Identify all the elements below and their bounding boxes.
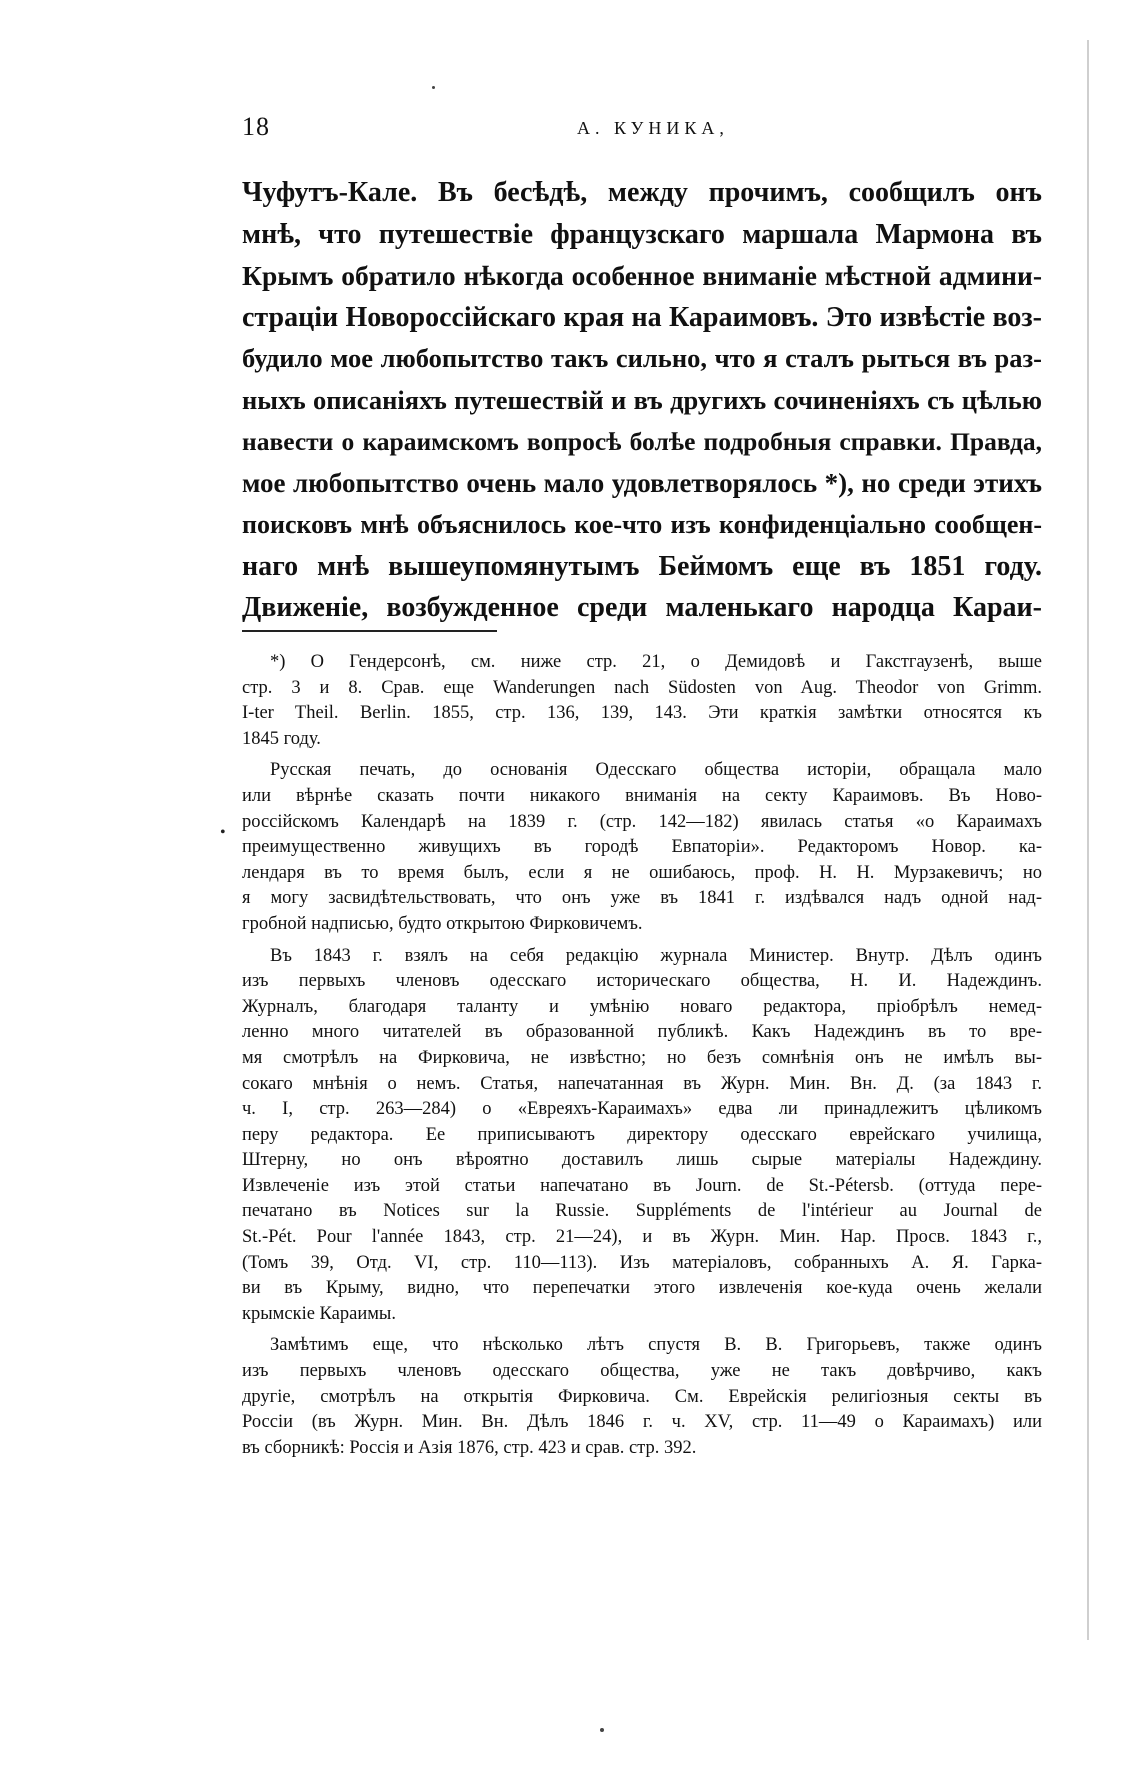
footnote-line: другіе, смотрѣлъ на открытія Фирковича. См. Еврейскія религіозныя секты въ [242, 1386, 1042, 1407]
page-speck-bottom [600, 1728, 604, 1732]
footnote-paragraph [242, 758, 1042, 937]
running-head: А. КУНИКА, [577, 118, 729, 138]
main-text-line: мое любопытство очень мало удовлетворялось *), но среди этихъ [242, 467, 1042, 498]
footnote-separator [242, 630, 497, 632]
main-text-line: ныхъ описаніяхъ путешествій и въ другихъ сочиненіяхъ съ цѣлью [242, 384, 1042, 415]
footnote-line: (Томъ 39, Отд. VI, стр. 110—113). Изъ матеріаловъ, собранныхъ А. Я. Гарка- [242, 1252, 1042, 1273]
footnote-line: гробной надписью, будто открытою Фирковичемъ. [242, 913, 643, 934]
main-text-line: мнѣ, что путешествіе французскаго маршала Мармона въ [242, 218, 1042, 250]
footnote-line: 1845 году. [242, 728, 321, 749]
footnote-line: изъ первыхъ членовъ одесскаго историческаго общества, Н. И. Надеждинъ. [242, 971, 1042, 992]
footnote-line: россійскомъ Календарѣ на 1839 г. (стр. 142—182) явилась статья «о Караимахъ [242, 811, 1042, 832]
footnote-line: печатано въ Notices sur la Russie. Suppléments de l'intérieur au Journal de [242, 1201, 1042, 1222]
main-text [242, 172, 1042, 629]
footnote-line: въ сборникѣ: Россія и Азія 1876, стр. 423 и срав. стр. 392. [242, 1437, 697, 1458]
page-edge-line [1087, 40, 1089, 1640]
footnote-line: ви въ Крыму, видно, что перепечатки этого извлеченія кое-куда очень желали [242, 1278, 1042, 1299]
page-speck-top [432, 86, 435, 89]
footnote-line: Извлеченіе изъ этой статьи напечатано въ Journ. de St.-Pétersb. (оттуда пере- [242, 1175, 1042, 1196]
footnote-line: *) О Гендерсонѣ, см. ниже стр. 21, о Демидовѣ и Гакстгаузенѣ, выше [270, 652, 1042, 672]
main-text-line: навести о караимскомъ вопросѣ болѣе подробныя справки. Правда, [242, 427, 1042, 456]
main-text-line: Крымъ обратило нѣкогда особенное вниманіе мѣстной админи- [242, 260, 1042, 291]
footnote-paragraph [242, 1333, 1042, 1461]
footnote-line: Замѣтимъ еще, что нѣсколько лѣтъ спустя В. В. Григорьевъ, также одинъ [270, 1335, 1042, 1356]
footnotes [242, 650, 1042, 1467]
footnote-line: мя смотрѣлъ на Фирковича, не извѣстно; но безъ сомнѣнія онъ не имѣлъ вы- [242, 1047, 1042, 1068]
footnote-line: Въ 1843 г. взялъ на себя редакцію журнала Министер. Внутр. Дѣлъ одинъ [270, 945, 1042, 966]
footnote-line: лендаря въ то время былъ, если я не ошибаюсь, проф. Н. Н. Мурзакевичъ; но [242, 862, 1042, 883]
footnote-line: крымскіе Караимы. [242, 1303, 396, 1324]
footnote-line: преимущественно живущихъ въ городѣ Евпаторіи». Редакторомъ Новор. ка- [242, 837, 1042, 858]
footnote-line: стр. 3 и 8. Срав. еще Wanderungen nach Südosten von Aug. Theodor von Grimm. [242, 677, 1042, 698]
footnote-line: Штерну, но онъ вѣроятно доставилъ лишь сырые матеріалы Надеждину. [242, 1150, 1042, 1171]
footnote-line: изъ первыхъ членовъ одесскаго общества, уже не такъ довѣрчиво, какъ [242, 1361, 1042, 1382]
footnote-line: ч. I, стр. 263—284) о «Евреяхъ-Караимахъ» едва ли принадлежитъ цѣликомъ [242, 1099, 1042, 1120]
main-text-line: Движеніе, возбужденное среди маленькаго народца Караи- [242, 592, 1042, 623]
margin-speck-icon: • [220, 824, 226, 841]
page-number: 18 [242, 112, 270, 141]
footnote-line: я могу засвидѣтельствовать, что онъ уже въ 1841 г. издѣвался надъ одной над- [242, 888, 1042, 909]
footnote-line: Журналъ, благодаря таланту и умѣнію новаго редактора, пріобрѣлъ немед- [242, 996, 1042, 1017]
main-text-line: страціи Новороссійскаго края на Караимовъ. Это извѣстіе воз- [242, 301, 1042, 333]
footnote-paragraph [242, 944, 1042, 1328]
main-text-line: поисковъ мнѣ объяснилось кое-что изъ конфиденціально сообщен- [242, 510, 1042, 539]
footnote-line: перу редактора. Ее приписываютъ директору одесскаго еврейскаго училища, [242, 1124, 1042, 1145]
footnote-line: ленно много читателей въ образованной публикѣ. Какъ Надеждинъ въ то вре- [242, 1022, 1042, 1043]
footnote-line: Россіи (въ Журн. Мин. Вн. Дѣлъ 1846 г. ч. XV, стр. 11—49 о Караимахъ) или [242, 1412, 1042, 1433]
main-text-line: наго мнѣ вышеупомянутымъ Беймомъ еще въ 1851 году. [242, 550, 1042, 582]
footnote-line: I-ter Theil. Berlin. 1855, стр. 136, 139, 143. Эти краткія замѣтки относятся къ [242, 703, 1042, 724]
main-text-line: Чуфутъ-Кале. Въ бесѣдѣ, между прочимъ, сообщилъ онъ [242, 177, 1042, 208]
main-text-line: будило мое любопытство такъ сильно, что я сталъ рыться въ раз- [242, 343, 1042, 373]
footnote-line: St.-Pét. Pour l'année 1843, стр. 21—24), и въ Журн. Мин. Нар. Просв. 1843 г., [242, 1227, 1042, 1248]
footnote-line: Русская печать, до основанія Одесскаго общества исторіи, обращала мало [270, 760, 1042, 781]
footnote-line: сокаго мнѣнія о немъ. Статья, напечатанная въ Журн. Мин. Вн. Д. (за 1843 г. [242, 1073, 1042, 1094]
page-header [242, 112, 1042, 148]
footnote-1 [242, 650, 1042, 752]
footnote-line: или вѣрнѣе сказать почти никакого вниманія на секту Караимовъ. Въ Ново- [242, 785, 1042, 806]
